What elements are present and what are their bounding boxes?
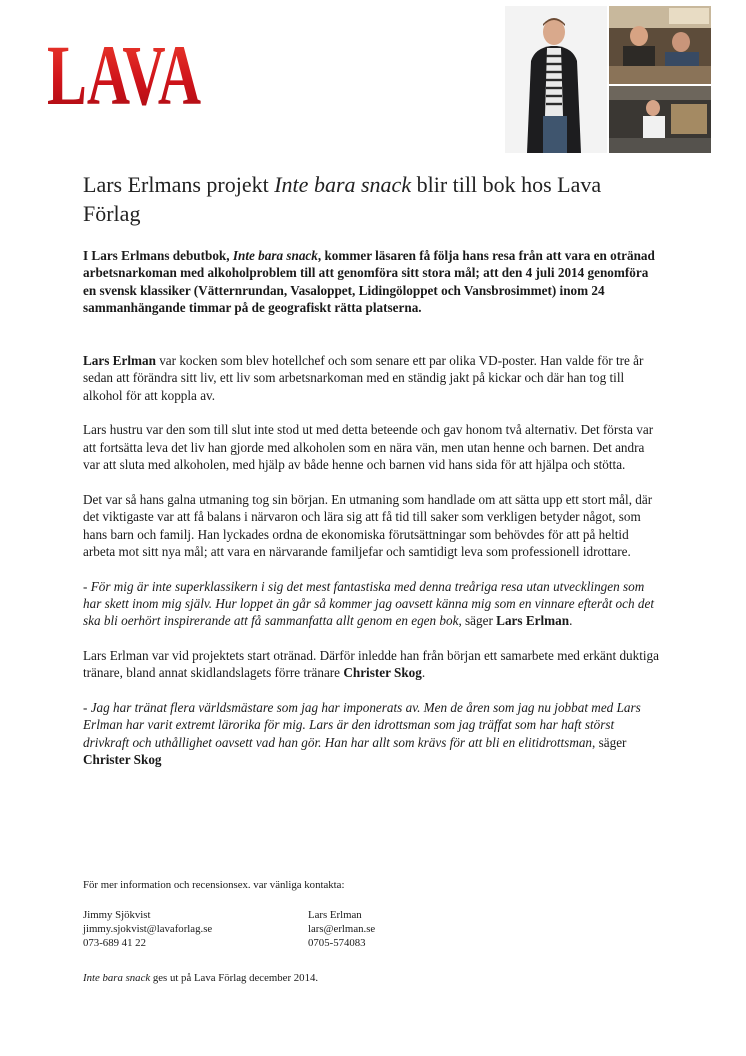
- contact-email[interactable]: lars@erlman.se: [308, 923, 376, 935]
- press-release-title: Lars Erlmans projekt Inte bara snack blir till bok hos Lava Förlag: [83, 172, 602, 226]
- speaker-name: Lars Erlman: [496, 613, 570, 629]
- contact-email[interactable]: jimmy.sjokvist@lavaforlag.se: [83, 923, 213, 935]
- kitchen-chef-photo: [609, 86, 711, 153]
- article-body: [83, 352, 663, 786]
- photo-collage: [505, 6, 711, 153]
- logo-wordmark: LAVA: [47, 27, 201, 123]
- quote-christer: - Jag har tränat flera världsmästare som jag har imponerats av. Men de åren som jag nu jobbat med Lars Erlman har varit extremt lärorika för mig. Lars är den idrottsman som jag träffat som har haft störst drivkraft och uthållighet oavsett vad han gör. Han har allt som krävs för att bli en elitidrottsman, säger Christer Skog: [83, 700, 641, 768]
- lava-logo: [47, 27, 201, 123]
- contact-person-lars: [308, 908, 375, 950]
- contact-section: [83, 878, 663, 949]
- person-name: Lars Erlman: [83, 353, 156, 368]
- book-title: Inte bara snack: [232, 248, 318, 263]
- contact-phone: 073-689 41 22: [83, 937, 146, 949]
- kitchen-conversation-photo: [609, 6, 711, 84]
- paragraph-training: Lars Erlman var vid projektets start otränad. Därför inledde han från början ett samarbete med erkänt duktiga tränare, bland annat skidlandslagets förre tränare Christer Skog.: [83, 648, 660, 681]
- lead-paragraph: I Lars Erlmans debutbok, Inte bara snack, kommer läsaren få följa hans resa från att vara en otränad arbetsnarkoman med alkoholproblem till att genomföra sitt stora mål; att den 4 juli 2014 genomföra en svensk klassiker (Vätternrundan, Vasaloppet, Lidingöloppet och Vansbrosimmet) inom 24 sammanhängande timmar på de geografiskt rätta platserna.: [83, 248, 655, 316]
- book-title: Inte bara snack: [83, 972, 151, 984]
- release-note: Inte bara snack ges ut på Lava Förlag december 2014.: [83, 972, 319, 984]
- paragraph-challenge: Det var så hans galna utmaning tog sin början. En utmaning som handlade om att sätta upp ett stort mål, där det viktigaste var att få balans i närvaron och lära sig att få tid till saker som verkligen betyder något, som hans barn och familj. Han lyckades ordna de ekonomiska förutsättningar som behövdes för att på heltid arbeta mot sitt nya mål; att vara en närvarande familjefar och samtidigt leva som professionell idrottare.: [83, 491, 653, 560]
- speaker-name: Christer Skog: [83, 752, 162, 768]
- contact-person-jimmy: [83, 908, 212, 950]
- paragraph-intro: Lars Erlman var kocken som blev hotellchef och som senare ett par olika VD-poster. Han valde för tre år sedan att förändra sitt liv, ett liv som arbetsnarkoman med en ständig jakt på kickar och där han tog till alkohol för att koppla av.: [83, 353, 644, 403]
- coach-name: Christer Skog: [343, 665, 422, 681]
- book-title: Inte bara snack: [274, 172, 412, 197]
- quote-lars: - För mig är inte superklassikern i sig det mest fantastiska med denna treåriga resa utan utvecklingen som har skett inom mig själv. Hur loppet än går så kommer jag oavsett känna mig som en vinnare efteråt och det ska bli oerhört inspirerande att få sammanfatta allt genom en egen bok, säger Lars Erlman.: [83, 578, 655, 629]
- portrait-photo: [505, 6, 607, 153]
- contact-phone: 0705-574083: [308, 937, 366, 949]
- contact-intro: För mer information och recensionsex. var vänliga kontakta:: [83, 879, 345, 891]
- paragraph-wife: Lars hustru var den som till slut inte stod ut med detta beteende och gav honom två alternativ. Det första var att fortsätta leva det liv han gjorde med alkoholen som en nära vän, men utan henne och barnen. Det andra var att sluta med alkoholen, med hjälp av både henne och barnen vid hans sida för att hjälpa och stötta.: [83, 422, 654, 473]
- contact-name: Lars Erlman: [308, 909, 362, 921]
- contact-name: Jimmy Sjökvist: [83, 909, 151, 921]
